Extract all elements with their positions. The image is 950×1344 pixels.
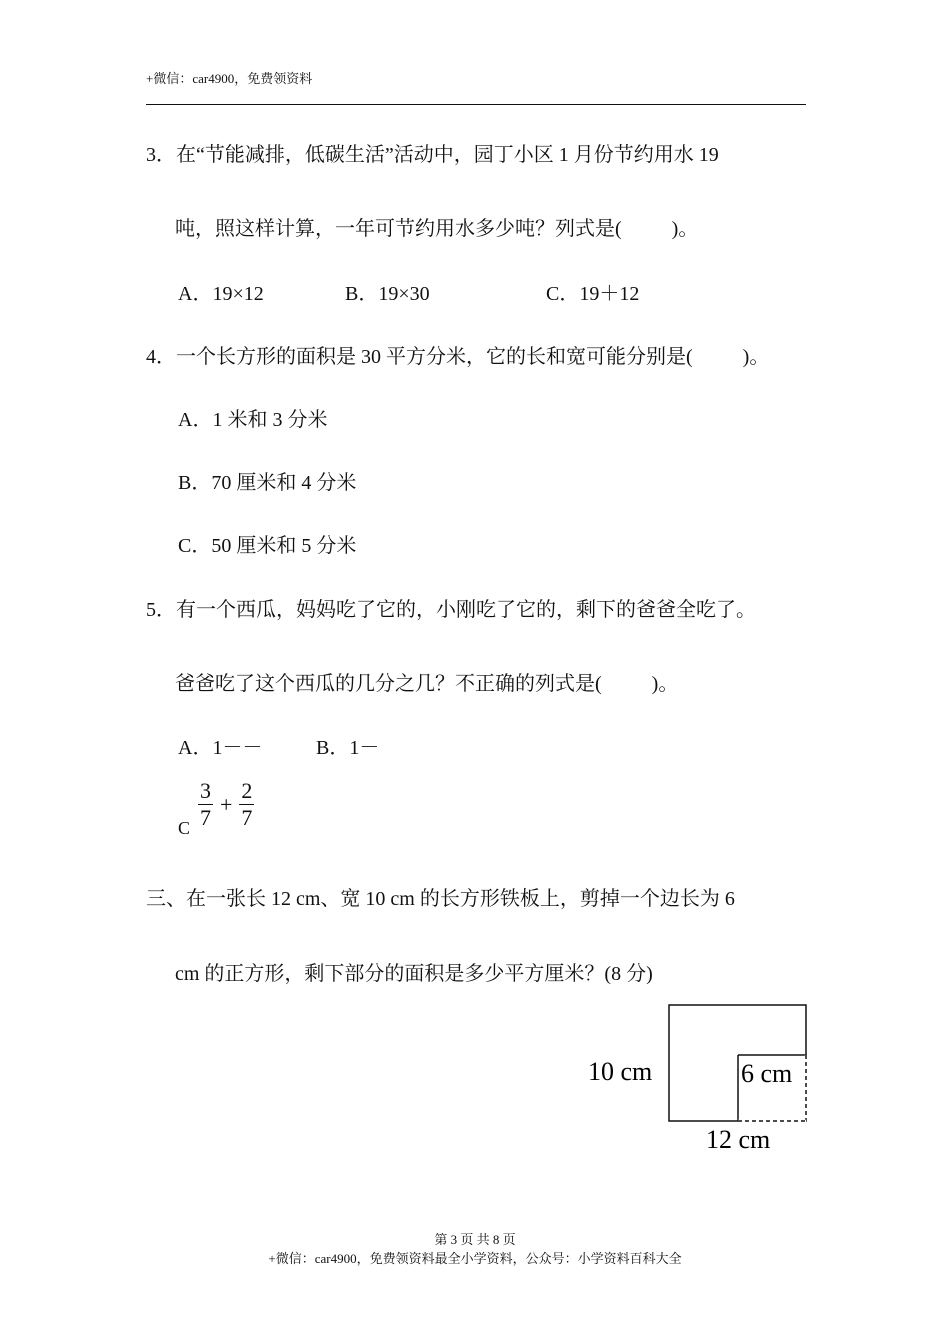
fraction-denominator: 7 (200, 805, 211, 830)
fraction-denominator: 7 (241, 805, 253, 830)
width-label: 12 cm (706, 1125, 771, 1154)
q3-line2-text: 吨，照这样计算，一年可节约用水多少吨？列式是( (175, 218, 622, 240)
q3-line2 (175, 212, 698, 241)
q3-line2-end: )。 (671, 218, 699, 240)
square-label: 6 cm (741, 1059, 793, 1088)
q4-option-a: A．1 米和 3 分米 (178, 409, 328, 431)
fraction-2-7 (239, 780, 254, 829)
q5-line2-text: 爸爸吃了这个西瓜的几分之几？不正确的列式是( (175, 673, 602, 695)
q4-option-c: C．50 厘米和 5 分米 (178, 535, 357, 557)
footer-text: +微信：car4900，免费领资料最全小学资料，公众号：小学资料百科大全 (268, 1251, 682, 1266)
q5-line2 (175, 667, 678, 696)
q5-option-b: B．1－ (316, 737, 380, 759)
q3-option-b: B．19×30 (345, 283, 430, 305)
q4-option-b: B．70 厘米和 4 分米 (178, 472, 357, 494)
q5-option-c-label: C (178, 818, 191, 838)
q3-option-c: C．19＋12 (546, 283, 640, 305)
height-label: 10 cm (588, 1057, 653, 1086)
q5-line2-end: )。 (651, 673, 679, 695)
q5-option-a: A．1－－ (178, 737, 263, 759)
fraction-numerator: 2 (241, 778, 253, 803)
rectangle-figure (580, 1000, 820, 1160)
header-divider (146, 104, 806, 105)
q3-line1: 3．在“节能减排，低碳生活”活动中，园丁小区 1 月份节约用水 19 (146, 144, 719, 166)
page-number: 第 3 页 共 8 页 (434, 1232, 516, 1247)
fraction-numerator: 3 (200, 778, 211, 803)
section3-line2: cm 的正方形，剩下部分的面积是多少平方厘米？(8 分) (175, 963, 653, 985)
q3-option-a: A．19×12 (178, 283, 264, 305)
q4-stem (146, 340, 769, 369)
q4-stem-end: )。 (742, 346, 770, 368)
q4-stem-text: 4．一个长方形的面积是 30 平方分米，它的长和宽可能分别是( (146, 346, 693, 368)
section3-line1: 三、在一张长 12 cm、宽 10 cm 的长方形铁板上，剪掉一个边长为 6 (146, 888, 735, 910)
q5-line1: 5．有一个西瓜，妈妈吃了它的，小刚吃了它的，剩下的爸爸全吃了。 (146, 599, 756, 621)
header-text: +微信：car4900，免费领资料 (146, 71, 313, 86)
q5-option-c-expression (198, 780, 254, 829)
fraction-3-7 (198, 780, 213, 829)
plus-sign: + (220, 791, 233, 817)
